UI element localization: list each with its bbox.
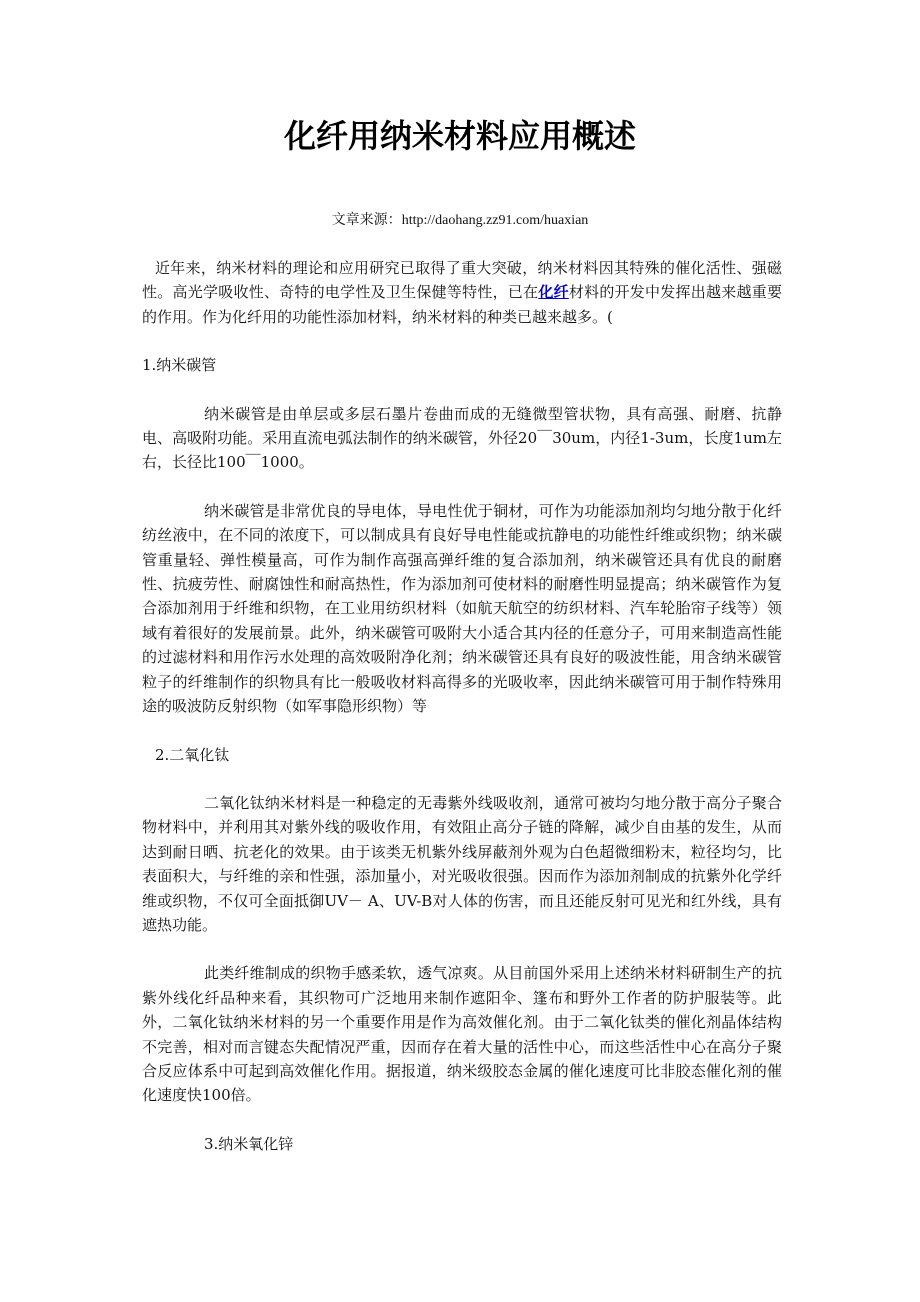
- intro-text-after: 材料的开发中发挥出越来越重要的作用。作为化纤用的功能性添加材料，纳米材料的种类已越来越多。(: [142, 283, 782, 326]
- carbon-nanotube-paragraph-1: 纳米碳管是由单层或多层石墨片卷曲而成的无缝微型管状物，具有高强、耐磨、抗静电、高吸附功能。采用直流电弧法制作的纳米碳管，外径20￣30um，内径1-3um，长度1um左右，长径比100￣1000。: [142, 404, 782, 472]
- link-huaxian[interactable]: 化纤: [538, 283, 569, 302]
- section-heading-carbon-nanotube: 1.纳米碳管: [142, 356, 217, 375]
- section-heading-titanium-dioxide: 2.二氧化钛: [155, 745, 230, 764]
- titanium-dioxide-paragraph-1: 二氧化钛纳米材料是一种稳定的无毒紫外线吸收剂，通常可被均匀地分散于高分子聚合物材料中，并利用其对紫外线的吸收作用，有效阻止高分子链的降解，减少自由基的发生，从而达到耐日晒、抗老化的效果。由于该类无机紫外线屏蔽剂外观为白色超微细粉末，粒径均匀，比表面积大，与纤维的亲和性强，添加量小，对光吸收很强。因而作为添加剂制成的抗紫外化学纤维或织物，不仅可全面抵御UV－ A、UV-B对人体的伤害，而且还能反射可见光和红外线，具有遮热功能。: [142, 793, 782, 934]
- page-title: 化纤用纳米材料应用概述: [283, 117, 636, 155]
- intro-text-before: 近年来，纳米材料的理论和应用研究已取得了重大突破，纳米材料因其特殊的催化活性、强磁性。高光学吸收性、奇特的电学性及卫生保健等特性，已在: [142, 259, 782, 302]
- intro-paragraph: [142, 256, 782, 329]
- carbon-nanotube-paragraph-2: 纳米碳管是非常优良的导电体，导电性优于铜材，可作为功能添加剂均匀地分散于化纤纺丝液中，在不同的浓度下，可以制成具有良好导电性能或抗静电的功能性纤维或织物；纳米碳管重量轻、弹性模量高，可作为制作高强高弹纤维的复合添加剂，纳米碳管还具有优良的耐磨性、抗疲劳性、耐腐蚀性和耐高热性，作为添加剂可使材料的耐磨性明显提高；纳米碳管作为复合添加剂用于纤维和织物，在工业用纺织材料（如航天航空的纺织材料、汽车轮胎帘子线等）领域有着很好的发展前景。此外，纳米碳管可吸附大小适合其内径的任意分子，可用来制造高性能的过滤材料和用作污水处理的高效吸附净化剂；纳米碳管还具有良好的吸波性能，用含纳米碳管粒子的纤维制作的织物具有比一般吸收材料高得多的光吸收率，因此纳米碳管可用于制作特殊用途的吸波防反射织物（如军事隐形织物）等: [142, 501, 782, 716]
- titanium-dioxide-paragraph-2: 此类纤维制成的织物手感柔软，透气凉爽。从目前国外采用上述纳米材料研制生产的抗紫外线化纤品种来看，其织物可广泛地用来制作遮阳伞、篷布和野外工作者的防护服装等。此外，二氧化钛纳米材料的另一个重要作用是作为高效催化剂。由于二氧化钛类的催化剂晶体结构不完善，相对而言键态失配情况严重，因而存在着大量的活性中心，而这些活性中心在高分子聚合反应体系中可起到高效催化作用。据报道，纳米级胶态金属的催化速度可比非胶态催化剂的催化速度快100倍。: [142, 964, 782, 1105]
- section-heading-zinc-oxide: 3.纳米氧化锌: [204, 1134, 294, 1153]
- article-source: [0, 210, 920, 231]
- source-label: 文章来源：: [331, 212, 402, 228]
- article-body: [142, 256, 782, 1156]
- source-url: http://daohang.zz91.com/huaxian: [401, 213, 589, 228]
